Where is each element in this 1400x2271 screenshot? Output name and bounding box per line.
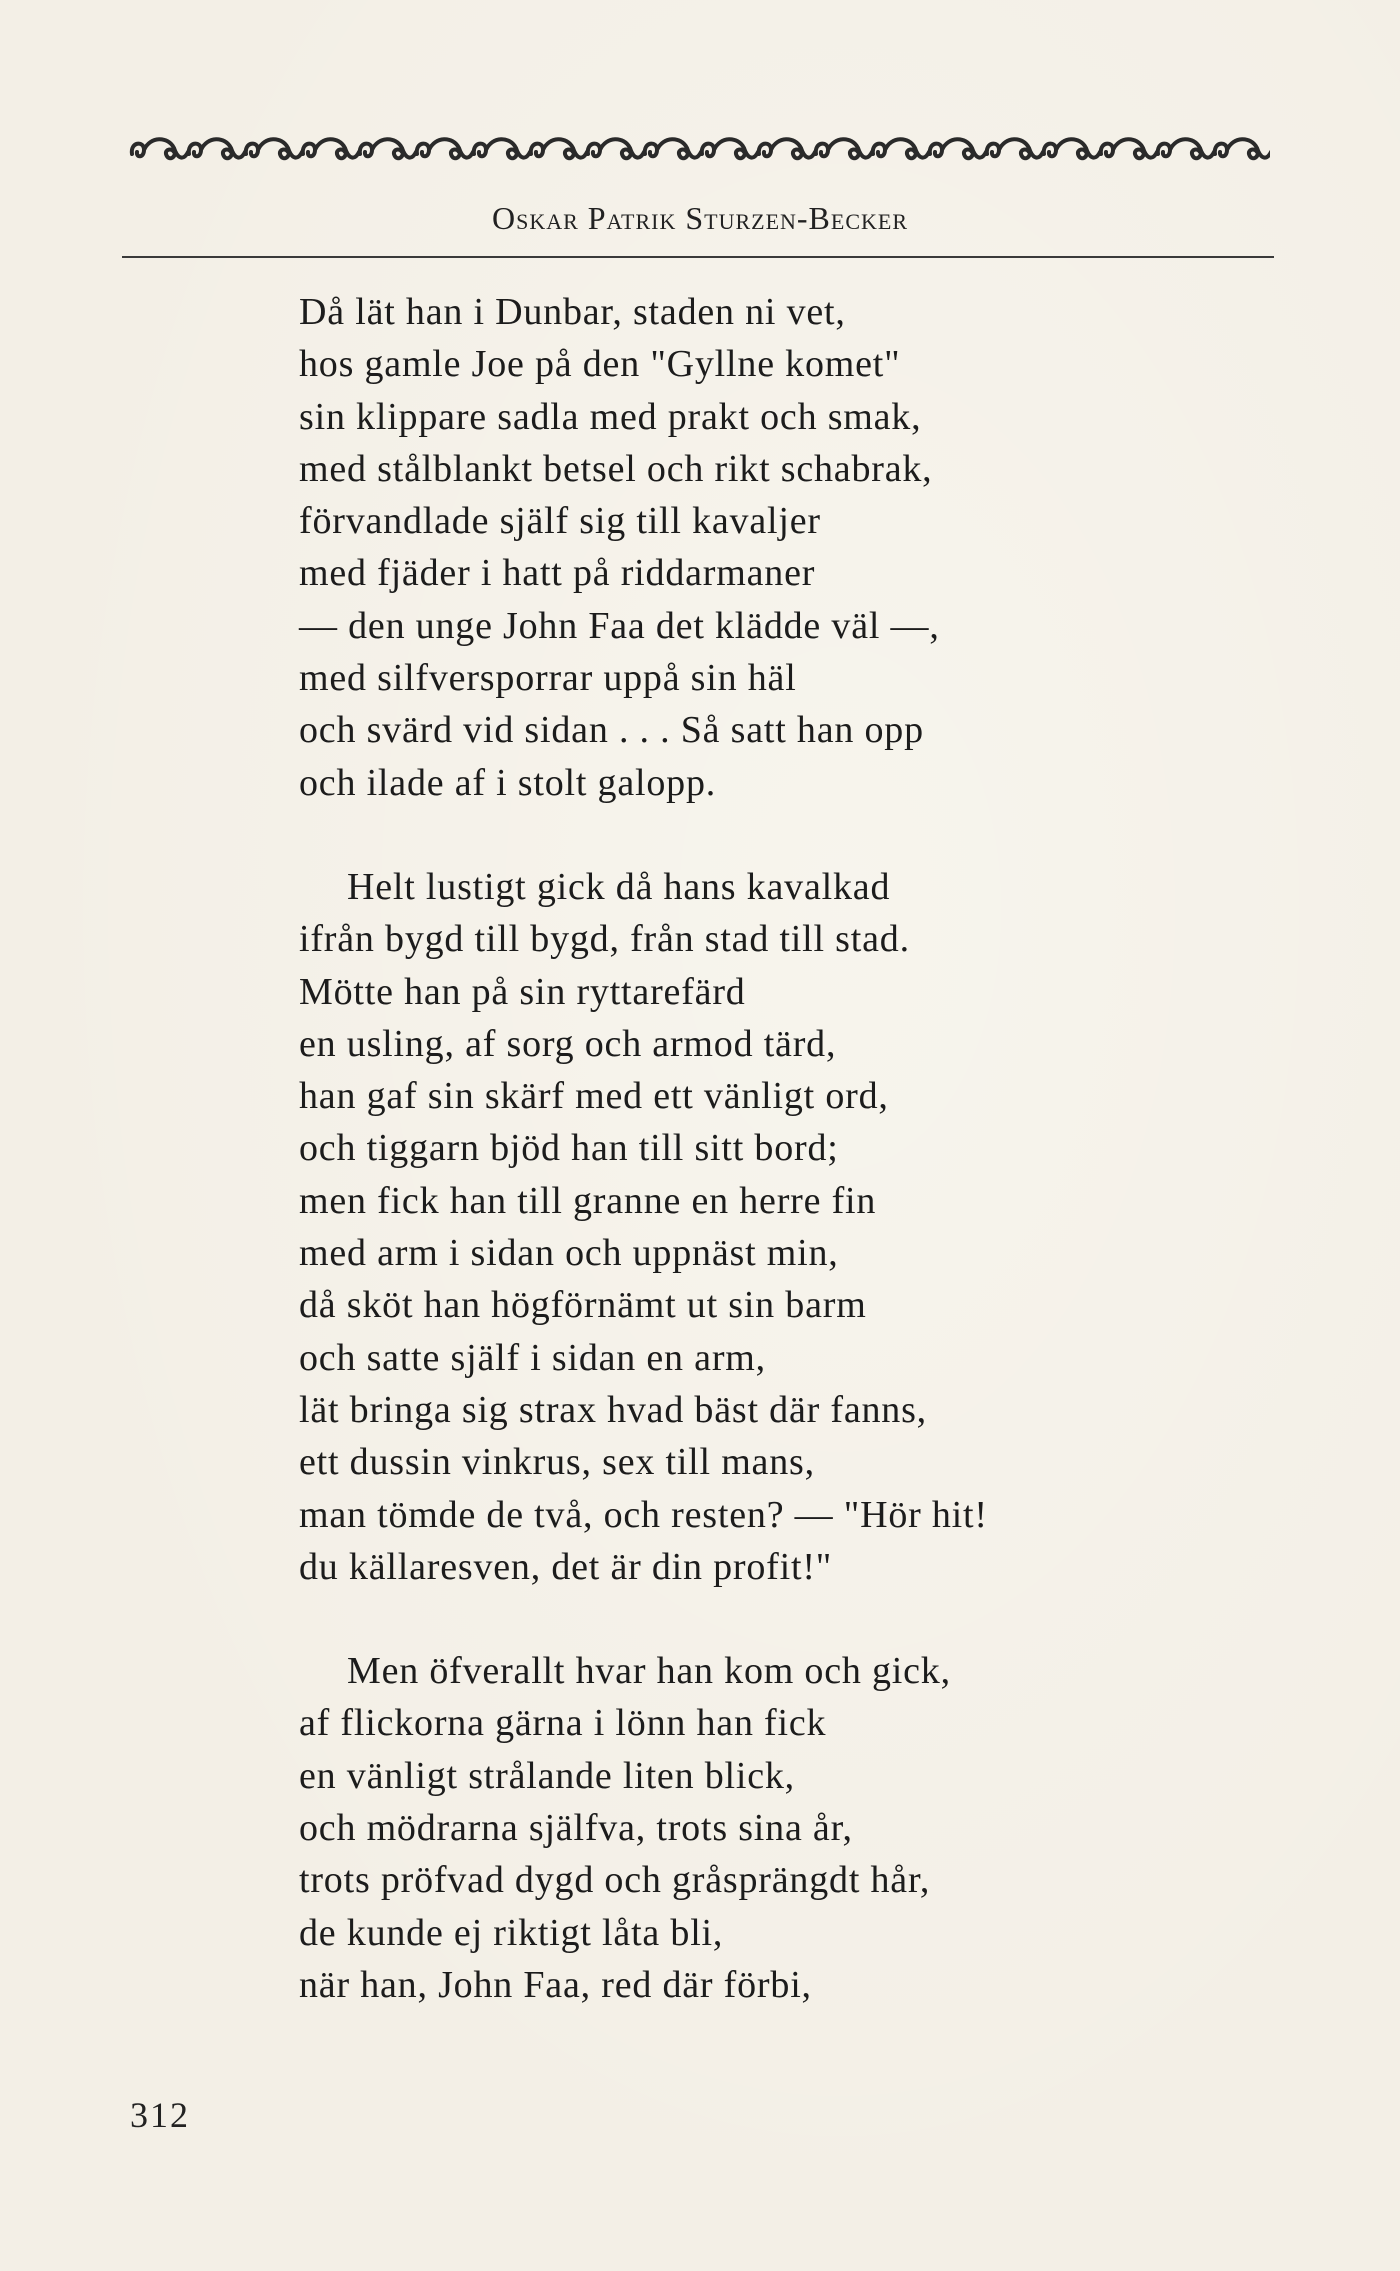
ornament-scroll	[1158, 139, 1214, 158]
poem-line: men fick han till granne en herre fin	[299, 1179, 877, 1222]
poem-line: trots pröfvad dygd och gråsprängdt hår,	[299, 1859, 931, 1902]
poem-line: hos gamle Joe på den "Gyllne komet"	[299, 343, 901, 386]
poem-line: och svärd vid sidan . . . Så satt han opp	[299, 709, 924, 752]
poem-line: och mödrarna själfva, trots sina år,	[299, 1807, 853, 1850]
poem-line: förvandlade själf sig till kavaljer	[299, 500, 821, 543]
poem-line: Men öfverallt hvar han kom och gick,	[347, 1650, 951, 1693]
poem-line: han gaf sin skärf med ett vänligt ord,	[299, 1075, 889, 1118]
poem-line: en vänligt strålande liten blick,	[299, 1754, 795, 1797]
ornament-scroll	[246, 139, 302, 158]
ornament-scroll	[987, 139, 1043, 158]
poem-line: sin klippare sadla med prakt och smak,	[299, 395, 922, 438]
ornament-scroll	[417, 139, 473, 158]
poem-line: lät bringa sig strax hvad bäst där fanns,	[299, 1388, 927, 1431]
ornament-scroll	[474, 139, 530, 158]
poem-line: med fjäder i hatt på riddarmaner	[299, 552, 816, 595]
ornament-scroll	[759, 139, 815, 158]
poem-line: Då lät han i Dunbar, staden ni vet,	[299, 291, 846, 333]
poem-line: ett dussin vinkrus, sex till mans,	[299, 1441, 815, 1484]
poem-line: när han, John Faa, red där förbi,	[299, 1963, 812, 2006]
ornament-scroll	[930, 139, 986, 158]
ornament-scroll	[132, 139, 188, 158]
wave-scroll-ornament-icon	[128, 132, 1270, 168]
ornament-scroll	[873, 139, 929, 158]
poem-line: och tiggarn bjöd han till sitt bord;	[299, 1127, 839, 1170]
running-head: Oskar Patrik Sturzen-Becker	[491, 200, 909, 236]
poem-line: man tömde de två, och resten? — "Hör hit!	[299, 1493, 988, 1536]
header-rule	[122, 256, 1274, 258]
poem-line: af flickorna gärna i lönn han fick	[299, 1702, 827, 1745]
poem-line: en usling, af sorg och armod tärd,	[299, 1022, 837, 1065]
ornament-scroll	[588, 139, 644, 158]
poem-line: med silfversporrar uppå sin häl	[299, 657, 797, 700]
ornament-scroll	[1044, 139, 1100, 158]
stanza-2	[299, 861, 1299, 1593]
poem-line: Helt lustigt gick då hans kavalkad	[347, 865, 891, 908]
stanza-1	[299, 286, 1299, 809]
poem-line: och ilade af i stolt galopp.	[299, 761, 717, 804]
poem-line: de kunde ej riktigt låta bli,	[299, 1911, 724, 1954]
ornament-scroll	[816, 139, 872, 158]
ornament-scroll	[1101, 139, 1157, 158]
poem-line: och satte själf i sidan en arm,	[299, 1336, 766, 1379]
poem-line: med arm i sidan och uppnäst min,	[299, 1232, 839, 1275]
stanza-3	[299, 1645, 1299, 2011]
ornament-scroll	[303, 139, 359, 158]
poem-line: du källaresven, det är din profit!"	[299, 1545, 833, 1588]
poem-line: — den unge John Faa det klädde väl —,	[299, 604, 940, 647]
ornament-scroll	[531, 139, 587, 158]
ornament-scroll	[645, 139, 701, 158]
poem-text	[299, 286, 1299, 2011]
poem-line: Mötte han på sin ryttarefärd	[299, 970, 746, 1013]
poem-line: med stålblankt betsel och rikt schabrak,	[299, 447, 933, 490]
ornament-scroll	[1215, 139, 1270, 158]
poem-line: då sköt han högförnämt ut sin barm	[299, 1284, 867, 1327]
page-number: 312	[130, 2095, 190, 2135]
ornament-scroll	[189, 139, 245, 158]
ornament-scroll	[360, 139, 416, 158]
ornament-scroll	[702, 139, 758, 158]
poem-line: ifrån bygd till bygd, från stad till stad.	[299, 918, 910, 961]
